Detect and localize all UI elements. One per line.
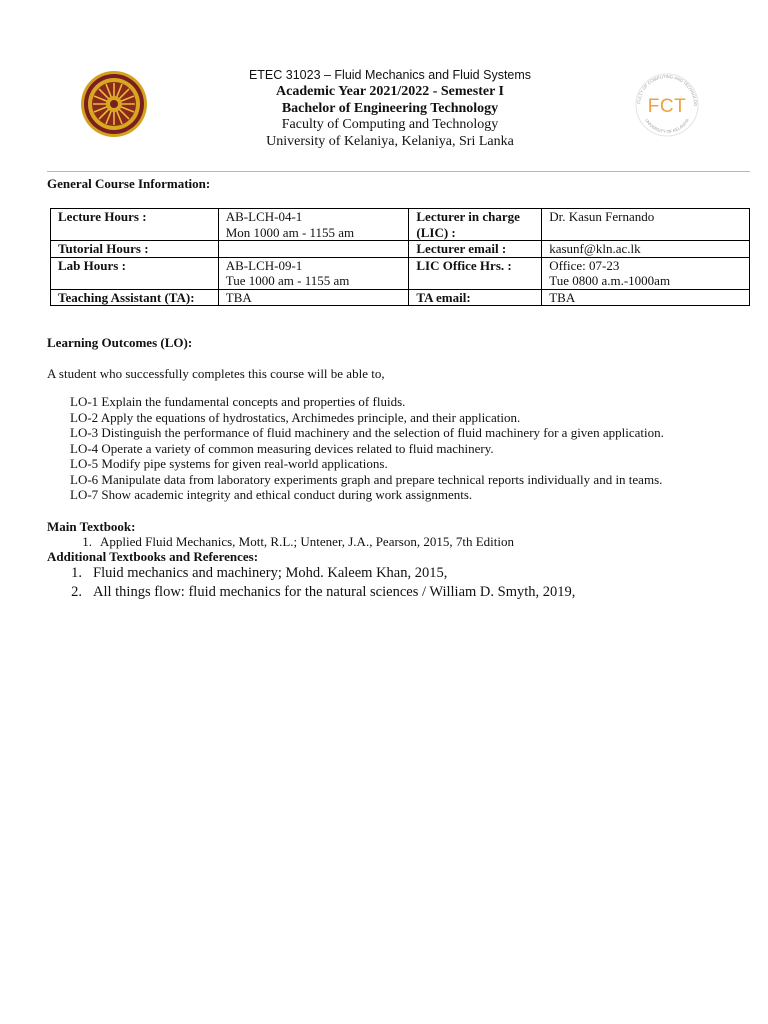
fct-logo-arc-top: CULTY OF COMPUTING AND TECHNOLOG: [635, 73, 699, 107]
textbook-item-text: Applied Fluid Mechanics, Mott, R.L.; Untener, J.A., Pearson, 2015, 7th Edition: [100, 534, 514, 549]
degree-name: Bachelor of Engineering Technology: [281, 100, 499, 116]
main-textbook-title: Main Textbook:: [47, 519, 136, 534]
info-value: [218, 257, 409, 289]
info-table-row: [51, 241, 750, 258]
learning-outcome-item: LO-7 Show academic integrity and ethical conduct during work assignments.: [70, 487, 473, 502]
main-textbook-list: [47, 534, 514, 549]
info-label-line: TA email:: [416, 289, 471, 305]
info-label: [409, 289, 542, 306]
info-label: Lecture Hours :: [51, 209, 219, 241]
info-value: [542, 241, 750, 258]
textbook-item-text: Fluid mechanics and machinery; Mohd. Kaleem Khan, 2015,: [93, 565, 448, 581]
info-table-row: [51, 257, 750, 289]
learning-outcome-item: LO-1 Explain the fundamental concepts and properties of fluids.: [70, 394, 406, 409]
info-label-line: Lecturer email :: [416, 241, 507, 256]
fct-logo-arc-bottom: UNIVERSITY OF KELANIYA: [644, 117, 690, 135]
info-label: Teaching Assistant (TA):: [51, 289, 219, 306]
info-label: [409, 241, 542, 258]
fct-logo-text: FCT: [647, 96, 687, 117]
info-value-line: TBA: [549, 289, 576, 305]
info-value-line: Tue 0800 a.m.-1000am: [549, 273, 671, 288]
info-value-line: Tue 1000 am - 1155 am: [225, 273, 350, 288]
course-code: ETEC 31023 – Fluid Mechanics and Fluid Systems: [248, 68, 532, 82]
info-value: [542, 257, 750, 289]
info-label: [409, 257, 542, 289]
additional-textbooks-list: [47, 564, 575, 602]
info-label-line: LIC Office Hrs. :: [416, 257, 512, 273]
info-value-line: AB-LCH-04-1: [225, 209, 303, 224]
document-header: [0, 0, 768, 165]
learning-outcome-item: LO-6 Manipulate data from laboratory experiments graph and prepare technical reports individually and in teams.: [70, 471, 663, 487]
info-value-line: TBA: [225, 289, 252, 305]
learning-outcome-item: LO-4 Operate a variety of common measuring devices related to fluid machinery.: [70, 440, 494, 456]
info-value-line: Dr. Kasun Fernando: [549, 209, 655, 224]
info-value: [218, 209, 409, 241]
textbook-item: [47, 534, 514, 549]
info-value-line: AB-LCH-09-1: [225, 257, 303, 273]
info-value: [542, 209, 750, 241]
textbook-item: [47, 564, 575, 583]
info-table-row: [51, 209, 750, 241]
info-value: [218, 289, 409, 306]
info-label: [409, 209, 542, 241]
info-value-line: kasunf@kln.ac.lk: [549, 241, 641, 256]
course-info-table: [50, 208, 750, 306]
university-name: University of Kelaniya, Kelaniya, Sri Lanka: [266, 133, 514, 149]
additional-textbooks-title: Additional Textbooks and References:: [47, 549, 259, 564]
faculty-name: Faculty of Computing and Technology: [281, 117, 499, 132]
fct-logo: [632, 70, 702, 140]
learning-outcomes-title: Learning Outcomes (LO):: [47, 335, 193, 350]
header-text-block: [150, 67, 630, 150]
learning-outcome-item: LO-2 Apply the equations of hydrostatics, Archimedes principle, and their application.: [70, 409, 521, 425]
info-label: Tutorial Hours :: [51, 241, 219, 258]
learning-outcome-item: LO-5 Modify pipe systems for given real-world applications.: [70, 456, 388, 471]
info-table-row: [51, 289, 750, 306]
learning-outcomes-list: [70, 394, 664, 503]
textbook-item-number: 2.: [71, 584, 82, 600]
info-value: [218, 241, 409, 258]
learning-outcomes-intro: A student who successfully completes this course will be able to,: [47, 366, 385, 381]
info-value: [542, 289, 750, 306]
textbook-item: [47, 583, 575, 602]
info-value-line: Office: 07-23: [549, 257, 620, 273]
info-label: Lab Hours :: [51, 257, 219, 289]
info-label-line: Lecturer in charge: [416, 209, 520, 224]
learning-outcome-item: LO-3 Distinguish the performance of fluid machinery and the selection of fluid machinery for a given application.: [70, 425, 664, 440]
textbook-item-text: All things flow: fluid mechanics for the natural sciences / William D. Smyth, 2019,: [93, 584, 576, 600]
textbook-item-number: 1.: [82, 534, 92, 549]
textbook-item-number: 1.: [71, 565, 82, 581]
info-value-line: Mon 1000 am - 1155 am: [225, 224, 355, 240]
info-label-line: (LIC) :: [416, 224, 456, 240]
university-seal-icon: [80, 70, 148, 138]
header-divider: [47, 171, 750, 172]
academic-year: Academic Year 2021/2022 - Semester I: [276, 84, 504, 99]
general-info-title: General Course Information:: [47, 176, 211, 191]
